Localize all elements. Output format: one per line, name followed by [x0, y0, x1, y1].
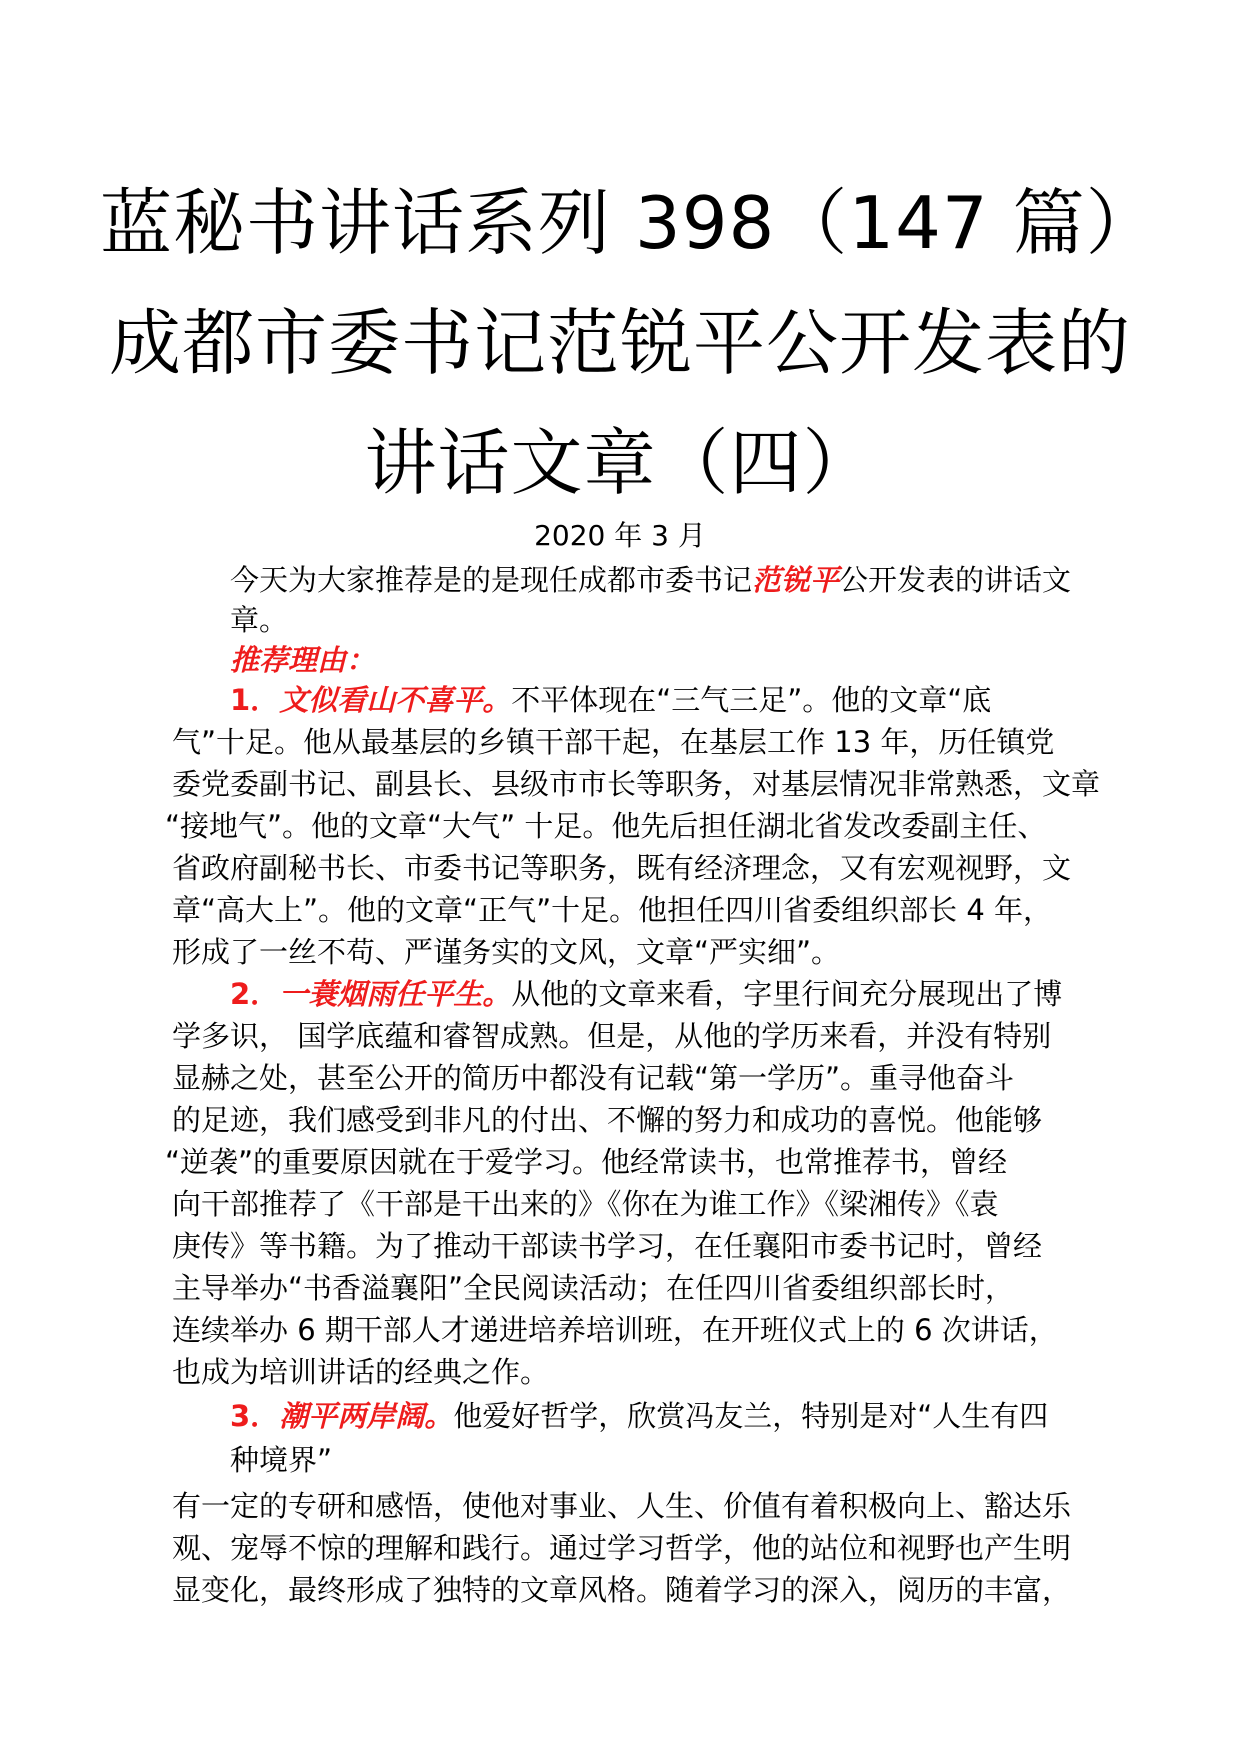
- item3-line: 种境界”: [230, 1443, 333, 1477]
- item2-line: “逆袭”的重要原因就在于爱学习。他经常读书，也常推荐书，曾经: [165, 1145, 1008, 1179]
- title-line-1: 蓝秘书讲话系列 398（147 篇）: [100, 181, 1159, 265]
- item3-line: 观、宠辱不惊的理解和践行。通过学习哲学，他的站位和视野也产生明: [172, 1531, 1072, 1565]
- item1-number: 1．: [230, 683, 280, 717]
- item2-line: 显赫之处，甚至公开的简历中都没有记载“第一学历”。重寻他奋斗: [172, 1061, 1015, 1095]
- item2-line: 也成为培训讲话的经典之作。: [172, 1355, 550, 1389]
- item1-line: “接地气”。他的文章“大气” 十足。他先后担任湖北省发改委副主任、: [165, 809, 1047, 843]
- title-line-2: 成都市委书记范锐平公开发表的: [108, 301, 1131, 385]
- item2-line-0: 从他的文章来看，字里行间充分展现出了博: [511, 977, 1063, 1011]
- intro-line-2: 章。: [230, 603, 289, 637]
- item2-line: 向干部推荐了《干部是干出来的》《你在为谁工作》《梁湘传》《袁: [172, 1187, 999, 1221]
- item1-line: 章“高大上”。他的文章“正气”十足。他担任四川省委组织部长 4 年，: [172, 893, 1052, 927]
- intro-line-1: [230, 560, 1071, 600]
- intro-text-post: 公开发表的讲话文: [839, 563, 1072, 597]
- item1-line: 委党委副书记、副县长、县级市市长等职务，对基层情况非常熟悉，文章: [172, 767, 1101, 801]
- date-line: 2020 年 3 月: [534, 519, 706, 552]
- item1-title: 文似看山不喜平。: [279, 683, 512, 717]
- item2-line: 的足迹，我们感受到非凡的付出、不懈的努力和成功的喜悦。他能够: [172, 1103, 1043, 1137]
- item2-title: 一蓑烟雨任平生。: [279, 977, 512, 1011]
- item3-line-0: 他爱好哲学，欣赏冯友兰，特别是对“人生有四: [453, 1399, 1049, 1433]
- item2-line: 庚传》等书籍。为了推动干部读书学习，在任襄阳市委书记时，曾经: [172, 1229, 1043, 1263]
- item1-line: 省政府副秘书长、市委书记等职务，既有经济理念，又有宏观视野，文: [172, 851, 1072, 885]
- item2-number: 2．: [230, 977, 280, 1011]
- item3-line: 有一定的专研和感悟，使他对事业、人生、价值有着积极向上、豁达乐: [172, 1489, 1072, 1523]
- item2-line: 连续举办 6 期干部人才递进培养培训班，在开班仪式上的 6 次讲话，: [172, 1313, 1058, 1347]
- intro-name-highlight: 范锐平: [752, 563, 840, 597]
- item3-number: 3．: [230, 1399, 280, 1433]
- item3-line: 显变化，最终形成了独特的文章风格。随着学习的深入，阅历的丰富，: [172, 1573, 1072, 1607]
- item3-first-line: [230, 1396, 1048, 1436]
- item2-line: 主导举办“书香溢襄阳”全民阅读活动；在任四川省委组织部长时，: [172, 1271, 1015, 1305]
- reason-heading: 推荐理由：: [230, 643, 376, 677]
- item1-line-0: 不平体现在“三气三足”。他的文章“底: [511, 683, 992, 717]
- item2-line: 学多识， 国学底蕴和睿智成熟。但是，从他的学历来看，并没有特别: [172, 1019, 1052, 1053]
- title-line-3: 讲话文章（四）: [364, 421, 876, 505]
- item1-line: 气”十足。他从最基层的乡镇干部干起，在基层工作 13 年，历任镇党: [172, 725, 1055, 759]
- item1-line: 形成了一丝不苟、严谨务实的文风，文章“严实细”。: [172, 935, 841, 969]
- item2-first-line: [230, 974, 1062, 1014]
- intro-text-pre: 今天为大家推荐是的是现任成都市委书记: [230, 563, 753, 597]
- item3-title: 潮平两岸阔。: [279, 1399, 454, 1433]
- item1-first-line: [230, 680, 991, 720]
